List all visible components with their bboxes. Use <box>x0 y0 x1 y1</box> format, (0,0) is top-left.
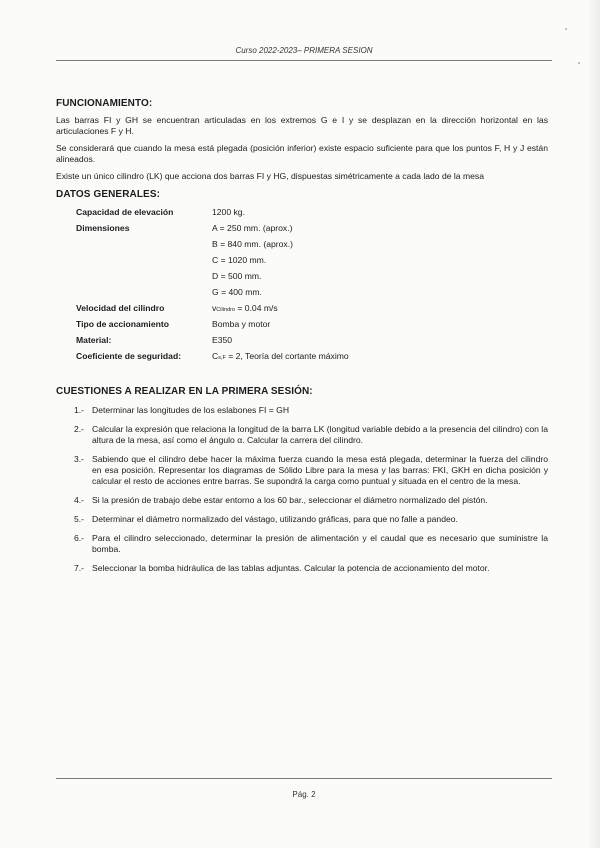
question-item <box>56 533 548 555</box>
spec-value: A = 250 mm. (aprox.) <box>212 223 293 233</box>
question-text: Si la presión de trabajo debe estar entorno a los 60 bar., seleccionar el diámetro normalizado del pistón. <box>92 495 488 505</box>
question-item <box>56 514 548 525</box>
spec-row-coeficiente <box>76 348 472 364</box>
velocity-symbol: v <box>212 303 217 313</box>
question-text: Para el cilindro seleccionado, determinar la presión de alimentación y el caudal que es necesario que suministre la bomba. <box>92 533 548 554</box>
page-edge-shadow <box>586 0 600 848</box>
question-number: 5.- <box>74 514 85 524</box>
spec-row-material <box>76 332 472 348</box>
question-text: Calcular la expresión que relaciona la longitud de la barra LK (longitud variable debido a la presencia del cilindro) con la altura de la mesa, así como el ángulo α. Calcular la carrera del cilindro. <box>92 424 548 445</box>
velocity-subscript: Cilindro <box>216 307 235 313</box>
question-number: 4.- <box>74 495 85 505</box>
spec-row-capacidad <box>76 204 472 220</box>
page-content <box>56 98 548 582</box>
specs-table <box>76 204 472 364</box>
questions-section <box>56 386 548 574</box>
spec-label: Dimensiones <box>76 223 130 233</box>
spec-value <box>212 348 472 364</box>
spec-value: D = 500 mm. <box>212 271 262 281</box>
spec-row-tipo <box>76 316 472 332</box>
safety-symbol: C <box>212 351 219 361</box>
spec-value: E350 <box>212 335 233 345</box>
spec-row-dimension-d <box>76 268 472 284</box>
question-text: Determinar el diámetro normalizado del vástago, utilizando gráficas, para que no falle a pandeo. <box>92 514 458 524</box>
funcionamiento-heading: FUNCIONAMIENTO: <box>56 98 153 109</box>
question-number: 6.- <box>74 533 85 543</box>
safety-value: = 2, Teoría del cortante máximo <box>225 351 349 361</box>
cuestiones-heading: CUESTIONES A REALIZAR EN LA PRIMERA SESIÓN: <box>56 386 313 397</box>
footer-divider <box>56 778 552 779</box>
datos-generales-heading: DATOS GENERALES: <box>56 189 161 200</box>
spec-label: Material: <box>76 335 112 345</box>
question-item <box>56 454 548 487</box>
question-text: Sabiendo que el cilindro debe hacer la máxima fuerza cuando la mesa está plegada, determinar la fuerza del cilindro en esa posición. Representar los diagramas de Sólido Libre para la mesa y las barras: FKI, GKH en dicha posición y calcular el resto de acciones entre barras. Se supondrá la carga como puntual y situada en el centro de la mesa. <box>92 454 548 486</box>
spec-row-velocidad <box>76 300 472 316</box>
spec-value: 1200 kg. <box>212 207 245 217</box>
scan-speck <box>578 62 580 64</box>
header-divider <box>56 60 552 61</box>
velocity-value: = 0.04 m/s <box>234 303 278 313</box>
spec-row-dimensiones <box>76 220 472 236</box>
question-item <box>56 495 548 506</box>
page-number: Pág. 2 <box>292 790 316 799</box>
funcionamiento-paragraph-1: Las barras FI y GH se encuentran articuladas en los extremos G e I y se desplazan en la dirección horizontal en las articulaciones F y H. <box>56 115 548 136</box>
page-header: Curso 2022-2023– PRIMERA SESION <box>235 46 373 55</box>
question-text: Determinar las longitudes de los eslabones FI = GH <box>92 405 290 415</box>
spec-label: Coeficiente de seguridad: <box>76 351 182 361</box>
spec-value <box>212 300 472 316</box>
scan-speck <box>565 28 567 30</box>
question-item <box>56 424 548 446</box>
spec-label: Capacidad de elevación <box>76 207 174 217</box>
questions-list <box>56 405 548 574</box>
funcionamiento-paragraph-2: Se considerará que cuando la mesa está plegada (posición inferior) existe espacio suficiente para que los puntos F, H y J están alineados. <box>56 143 548 164</box>
question-number: 2.- <box>74 424 85 434</box>
funcionamiento-paragraph-3: Existe un único cilindro (LK) que acciona dos barras FI y HG, dispuestas simétricamente a cada lado de la mesa <box>56 171 484 181</box>
question-number: 7.- <box>74 563 85 573</box>
spec-value: C = 1020 mm. <box>212 255 267 265</box>
question-item <box>56 563 548 574</box>
spec-row-dimension-b <box>76 236 472 252</box>
safety-subscript: s,F <box>218 355 226 361</box>
question-number: 3.- <box>74 454 85 464</box>
spec-label: Velocidad del cilindro <box>76 303 165 313</box>
question-text: Seleccionar la bomba hidráulica de las tablas adjuntas. Calcular la potencia de accionamiento del motor. <box>92 563 490 573</box>
question-item <box>56 405 548 416</box>
spec-row-dimension-g <box>76 284 472 300</box>
spec-row-dimension-c <box>76 252 472 268</box>
spec-value: G = 400 mm. <box>212 287 262 297</box>
spec-value: B = 840 mm. (aprox.) <box>212 239 293 249</box>
question-number: 1.- <box>74 405 85 415</box>
spec-value: Bomba y motor <box>212 319 271 329</box>
spec-label: Tipo de accionamiento <box>76 319 169 329</box>
